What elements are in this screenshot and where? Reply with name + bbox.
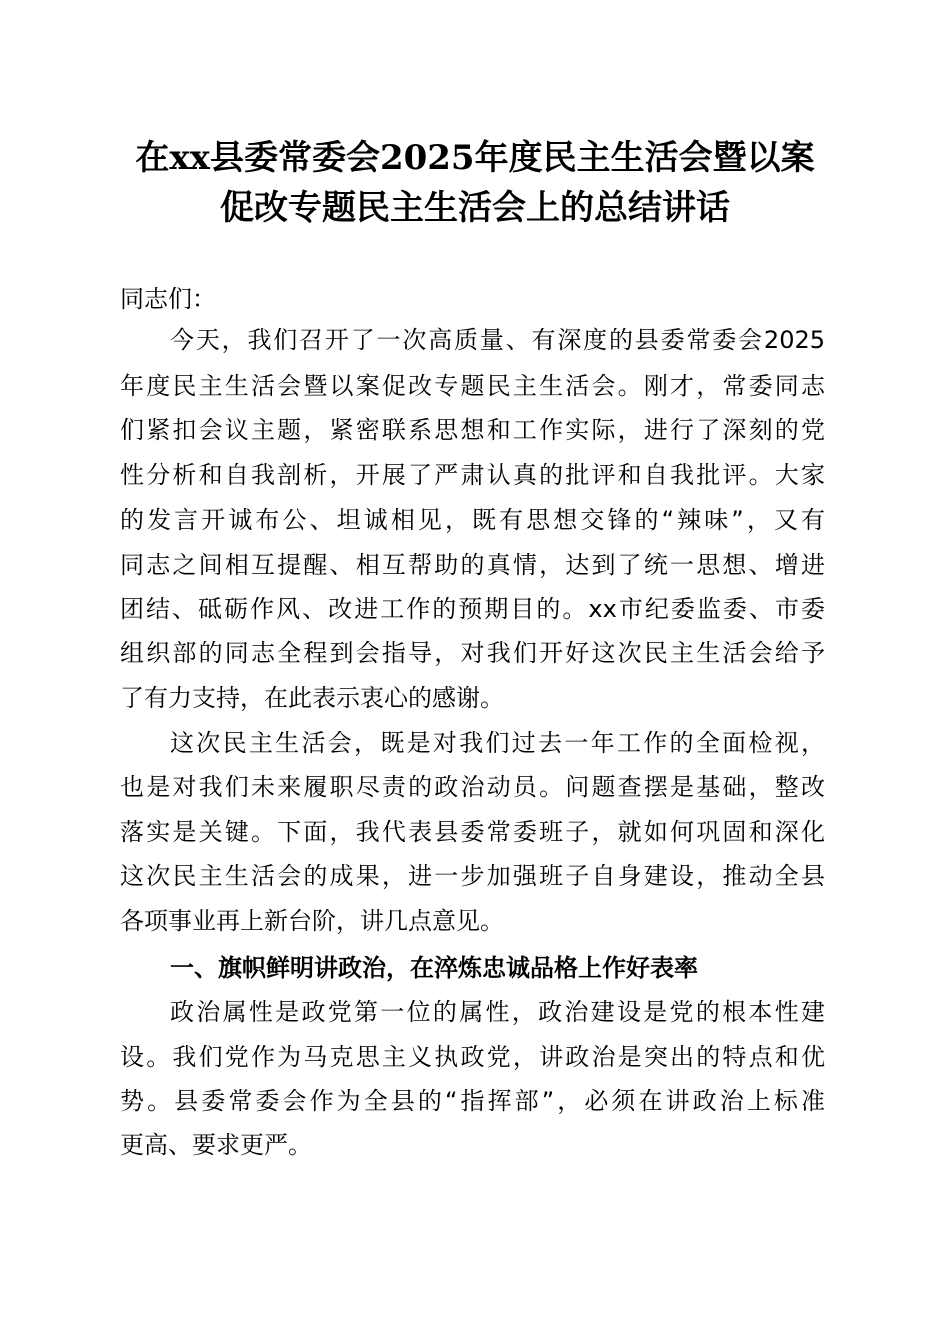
- text-line: 了有力支持，在此表示衷心的感谢。: [120, 684, 504, 712]
- text-line: 落实是关键。下面，我代表县委常委班子，就如何巩固和深化: [120, 818, 825, 846]
- text-line: 今天，我们召开了一次高质量、有深度的县委常委会2025: [170, 326, 825, 354]
- text-line: 这次民主生活会，既是对我们过去一年工作的全面检视，: [170, 729, 825, 757]
- text-line: 组织部的同志全程到会指导，对我们开好这次民主生活会给予: [120, 639, 825, 667]
- text-line: 团结、砥砺作风、改进工作的预期目的。xx市纪委监委、市委: [120, 595, 825, 623]
- text-line: 的发言开诚布公、坦诚相见，既有思想交锋的“辣味”，又有: [120, 506, 825, 534]
- text-line: 势。县委常委会作为全县的“指挥部”，必须在讲政治上标准: [120, 1087, 825, 1115]
- text-line: 年度民主生活会暨以案促改专题民主生活会。刚才，常委同志: [120, 372, 825, 400]
- text-line: 这次民主生活会的成果，进一步加强班子自身建设，推动全县: [120, 862, 825, 890]
- text-line: 各项事业再上新台阶，讲几点意见。: [120, 907, 504, 935]
- text-line: 政治属性是政党第一位的属性，政治建设是党的根本性建: [170, 998, 825, 1026]
- text-line: 们紧扣会议主题，紧密联系思想和工作实际，进行了深刻的党: [120, 416, 825, 444]
- salutation: 同志们：: [120, 285, 216, 313]
- text-line: 同志之间相互提醒、相互帮助的真情，达到了统一思想、增进: [120, 551, 825, 579]
- document-title-line-1: 在xx县委常委会2025年度民主生活会暨以案: [135, 138, 815, 178]
- document-title-line-2: 促改专题民主生活会上的总结讲话: [220, 188, 730, 228]
- text-line: 更高、要求更严。: [120, 1131, 312, 1159]
- text-line: 设。我们党作为马克思主义执政党，讲政治是突出的特点和优: [120, 1043, 825, 1071]
- text-line: 性分析和自我剖析，开展了严肃认真的批评和自我批评。大家: [120, 461, 825, 489]
- text-line: 也是对我们未来履职尽责的政治动员。问题查摆是基础，整改: [120, 773, 825, 801]
- section-heading: 一、旗帜鲜明讲政治，在淬炼忠诚品格上作好表率: [170, 954, 698, 982]
